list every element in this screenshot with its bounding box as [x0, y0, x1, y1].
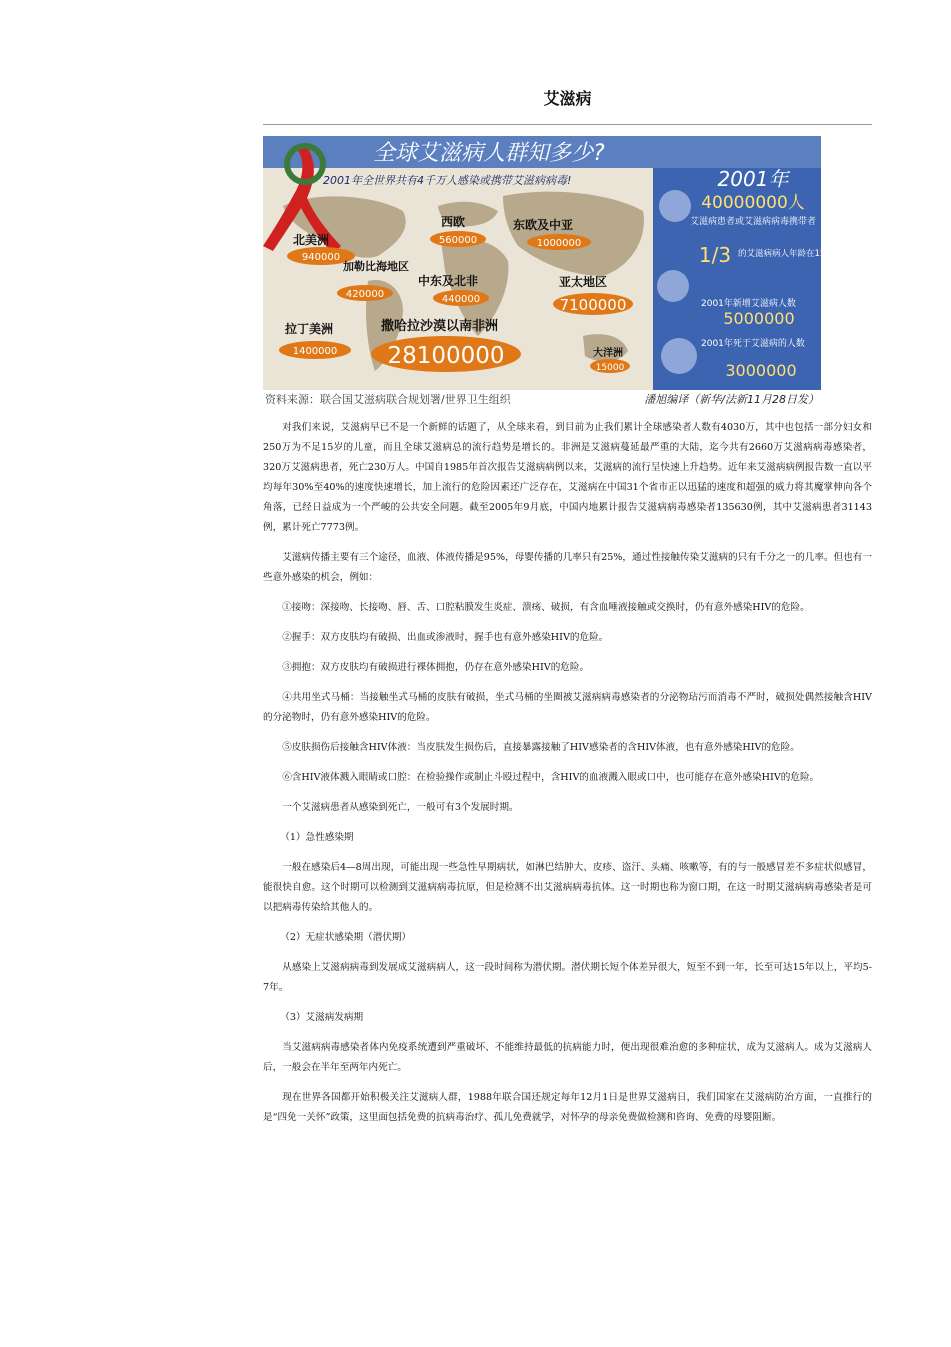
svg-text:北美洲: 北美洲: [293, 233, 330, 247]
heading-onset-stage: （3）艾滋病发病期: [280, 1012, 364, 1023]
svg-text:拉丁美洲: 拉丁美洲: [285, 322, 334, 336]
aids-infographic: [263, 136, 871, 408]
svg-text:撒哈拉沙漠以南非洲: 撒哈拉沙漠以南非洲: [381, 319, 499, 334]
svg-text:西欧: 西欧: [441, 215, 466, 229]
paragraph-latent-stage: 从感染上艾滋病病毒到发展成艾滋病病人，这一段时间称为潜伏期。潜伏期长短个体差异很大，短至不到一年，长至可达15年以上，平均5-7年。: [263, 962, 872, 993]
svg-text:1400000: 1400000: [292, 346, 338, 357]
svg-text:大洋洲: 大洋洲: [593, 348, 623, 359]
paragraph-transmission: 艾滋病传播主要有三个途径，血液、体液传播是95%，母婴传播的几率只有25%，通过性接触传染艾滋病的只有千分之一的几率。但也有一些意外感染的机会，例如：: [263, 552, 872, 583]
paragraph-splash: ⑥含HIV液体溅入眼睛或口腔：在检验操作或制止斗殴过程中，含HIV的血液溅入眼或口中，也可能存在意外感染HIV的危险。: [282, 772, 820, 783]
title-divider: [263, 124, 872, 125]
paragraph-toilet: ④共用坐式马桶：当接触坐式马桶的皮肤有破损，坐式马桶的坐圈被艾滋病病毒感染者的分泌物玷污而消毒不严时，破损处偶然接触含HIV的分泌物时，仍有意外感染HIV的危险。: [263, 692, 872, 723]
svg-text:15000: 15000: [595, 363, 625, 373]
stats-total-caption: 艾滋病患者或艾滋病病毒携带者: [689, 217, 817, 227]
stats-new-caption: 2001年新增艾滋病人数: [701, 299, 796, 309]
paragraph-stages: 一个艾滋病患者从感染到死亡，一般可有3个发展时期。: [282, 802, 519, 813]
svg-text:440000: 440000: [441, 294, 481, 305]
stats-total: 40000000人: [701, 193, 805, 213]
paragraph-onset-stage: 当艾滋病病毒感染者体内免疫系统遭到严重破坏、不能维持最低的抗病能力时，便出现很难治愈的多种症状，成为艾滋病人。成为艾滋病人后，一般会在半年至两年内死亡。: [263, 1042, 872, 1073]
figure-subheadline: 2001年全世界共有4千万人感染或携带艾滋病病毒!: [323, 174, 572, 187]
figure-credit: 潘旭编译（新华/法新11月28日发）: [644, 393, 819, 406]
paragraph-policy: 现在世界各国都开始积极关注艾滋病人群，1988年联合国还规定每年12月1日是世界艾滋病日，我们国家在艾滋病防治方面，一直推行的是“四免一关怀”政策，这里面包括免费的抗病毒治疗、孤儿免费就学，对怀孕的母亲免费做检测和咨询、免费的母婴阻断。: [263, 1092, 872, 1123]
svg-text:420000: 420000: [345, 289, 385, 300]
figure-source: 资料来源：联合国艾滋病联合规划署/世界卫生组织: [265, 393, 511, 406]
paragraph-kiss: ①接吻：深接吻、长接吻、唇、舌、口腔粘膜发生炎症、溃疡、破损，有含血唾液接触或交换时，仍有意外感染HIV的危险。: [282, 602, 810, 613]
paragraph-skin-injury: ⑤皮肤损伤后接触含HIV体液：当皮肤发生损伤后，直接暴露接触了HIV感染者的含HIV体液，也有意外感染HIV的危险。: [282, 742, 800, 753]
svg-text:亚太地区: 亚太地区: [559, 275, 608, 289]
page-title: 艾滋病: [543, 89, 592, 108]
svg-text:加勒比海地区: 加勒比海地区: [343, 260, 409, 273]
paragraph-acute-stage: 一般在感染后4—8周出现，可能出现一些急性早期病状，如淋巴结肿大、皮疹、盗汗、头痛、咳嗽等，有的与一般感冒差不多症状似感冒，能很快自愈。这个时期可以检测到艾滋病病毒抗原，但是检测不出艾滋病病毒抗体。这一时期也称为窗口期，在这一时期艾滋病病毒感染者是可以把病毒传染给其他人的。: [263, 862, 872, 913]
svg-text:560000: 560000: [438, 235, 478, 246]
heading-latent-stage: （2）无症状感染期（潜伏期）: [280, 932, 412, 943]
svg-text:1000000: 1000000: [536, 238, 582, 249]
figure-headline: 全球艾滋病人群知多少?: [373, 141, 605, 166]
paragraph-intro: 对我们来说，艾滋病早已不是一个新鲜的话题了，从全球来看，到目前为止我们累计全球感染者人数有4030万，其中也包括一部分妇女和250万为不足15岁的儿童，而且全球艾滋病总的流行趋势是增长的。非洲是艾滋病蔓延最严重的大陆，迄今共有2660万艾滋病病毒感染者，320万艾滋病患者，死亡230万人。中国自1985年首次报告艾滋病病例以来，艾滋病的流行呈快速上升趋势。近年来艾滋病病例报告数一直以平均每年30%至40%的速度快速增长，加上流行的危险因素还广泛存在，艾滋病在中国31个省市正以迅猛的速度和超强的威力将其魔掌伸向各个角落，已经日益成为一个严峻的公共安全问题。截至2005年9月底，中国内地累计报告艾滋病病毒感染者135630例，其中艾滋病患者31143例，累计死亡7773例。: [263, 422, 872, 533]
paragraph-hug: ③拥抱：双方皮肤均有破损进行裸体拥抱，仍存在意外感染HIV的危险。: [282, 662, 590, 673]
stats-dead-value: 3000000: [725, 361, 797, 380]
svg-text:中东及北非: 中东及北非: [418, 274, 479, 288]
svg-text:7100000: 7100000: [559, 296, 627, 314]
stats-year: 2001年: [717, 167, 789, 191]
stats-fraction-caption: 的艾滋病病人年龄在15至24岁之间: [738, 249, 871, 259]
paragraph-handshake: ②握手：双方皮肤均有破损、出血或渗液时，握手也有意外感染HIV的危险。: [282, 632, 609, 643]
heading-acute-stage: （1）急性感染期: [280, 832, 354, 843]
article-body: [263, 418, 872, 1138]
svg-text:940000: 940000: [301, 252, 341, 263]
stats-fraction: 1/3: [698, 243, 732, 267]
stats-new-value: 5000000: [723, 309, 795, 328]
stats-dead-caption: 2001年死于艾滋病的人数: [701, 339, 805, 349]
svg-text:东欧及中亚: 东欧及中亚: [513, 218, 574, 232]
svg-text:28100000: 28100000: [387, 343, 505, 369]
